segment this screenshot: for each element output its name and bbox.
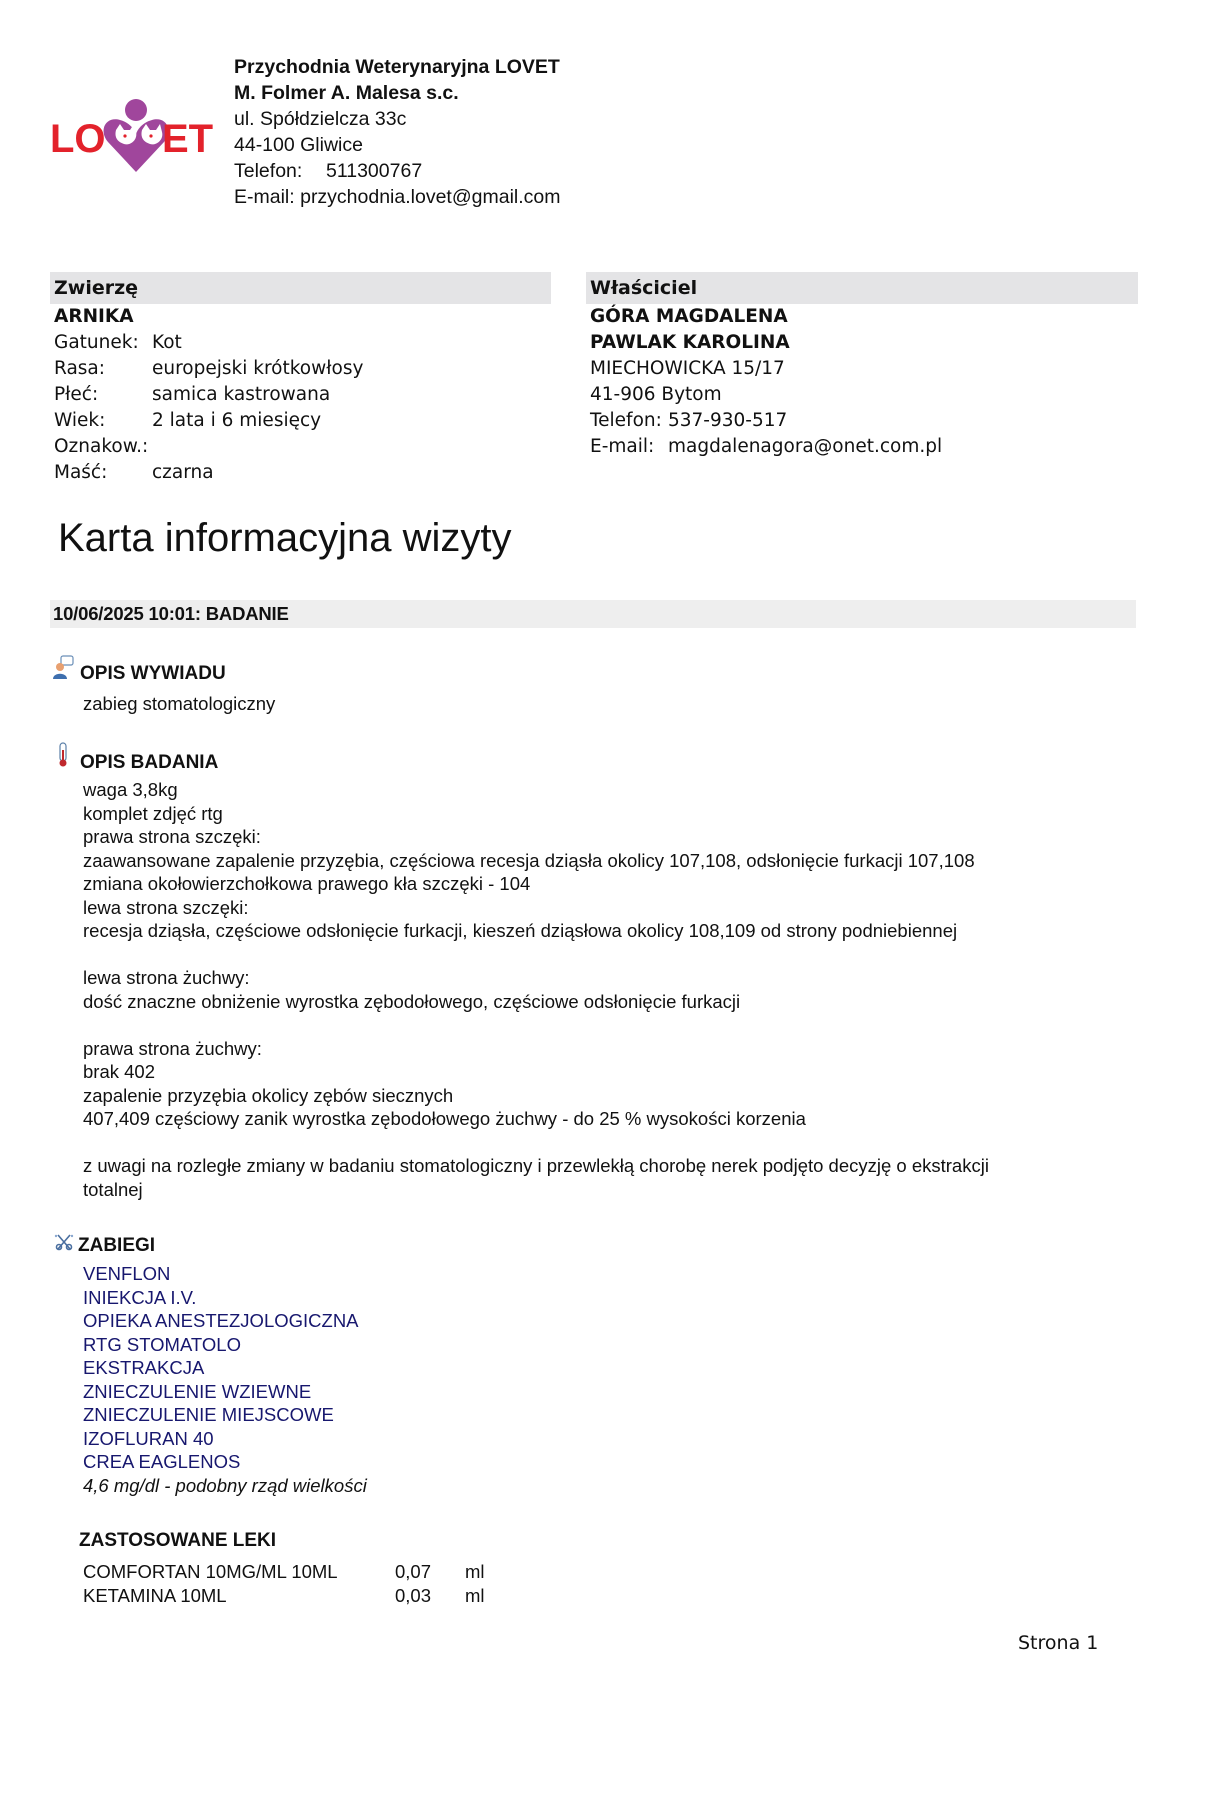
svg-text:ET: ET	[162, 117, 214, 161]
drug-quantity: 0,07	[395, 1561, 432, 1582]
owner-email-line	[590, 434, 942, 460]
svg-text:LO: LO	[50, 117, 106, 161]
procedure-item: RTG STOMATOLO	[83, 1333, 241, 1355]
drugs-title: ZASTOSOWANE LEKI	[79, 1530, 277, 1551]
exam-line: 407,409 częściowy zanik wyrostka zębodołowego żuchwy - do 25 % wysokości korzenia	[83, 1108, 806, 1129]
page-number: Strona 1	[1018, 1632, 1099, 1654]
owner-street: MIECHOWICKA 15/17	[590, 358, 785, 379]
field-label: Oznakow.:	[54, 436, 149, 457]
owner-section-title: Właściciel	[590, 277, 698, 299]
animal-field-color	[54, 460, 363, 486]
exam-line: recesja dziąsła, częściowe odsłonięcie furkacji, kieszeń dziąsłowa okolicy 108,109 od strony podniebiennej	[83, 920, 958, 941]
exam-line: prawa strona żuchwy:	[83, 1037, 262, 1059]
procedure-item: EKSTRAKCJA	[83, 1357, 205, 1378]
field-label: Gatunek:	[54, 332, 139, 353]
field-label: Płeć:	[54, 384, 99, 405]
animal-field-breed	[54, 356, 363, 382]
procedure-item: ZNIECZULENIE WZIEWNE	[83, 1380, 312, 1402]
exam-line: totalnej	[83, 1178, 143, 1200]
field-label: Wiek:	[54, 410, 106, 431]
exam-line	[83, 943, 989, 967]
drugs-table	[83, 1560, 485, 1607]
person-speech-icon	[52, 655, 74, 681]
exam-text	[83, 778, 989, 1201]
animal-details	[54, 304, 363, 486]
clinic-email[interactable]: przychodnia.lovet@gmail.com	[300, 186, 561, 208]
clinic-city: 44-100 Gliwice	[234, 134, 363, 156]
owner-city: 41-906 Bytom	[590, 384, 722, 405]
drug-quantity: 0,03	[395, 1584, 432, 1606]
exam-line: dość znaczne obniżenie wyrostka zębodołowego, częściowe odsłonięcie furkacji	[83, 990, 741, 1012]
owner-phone: 537-930-517	[668, 410, 788, 431]
animal-field-marking	[54, 434, 363, 460]
drug-name: COMFORTAN 10MG/ML 10ML	[83, 1561, 338, 1582]
owner-name: PAWLAK KAROLINA	[590, 332, 790, 353]
clinic-email-label: E-mail:	[234, 186, 295, 208]
owner-section-header	[586, 272, 1138, 304]
thermometer-icon	[57, 742, 69, 768]
field-value: czarna	[152, 462, 214, 483]
procedure-item: INIEKCJA I.V.	[83, 1286, 197, 1308]
exam-line: z uwagi na rozległe zmiany w badaniu stomatologiczny i przewlekłą chorobę nerek podjęto decyzję o ekstrakcji	[83, 1155, 989, 1176]
clinic-phone: 511300767	[326, 160, 423, 182]
exam-line	[83, 1013, 989, 1037]
procedure-item: VENFLON	[83, 1263, 171, 1284]
exam-line: prawa strona szczęki:	[83, 826, 261, 847]
procedure-item: OPIEKA ANESTEZJOLOGICZNA	[83, 1310, 359, 1331]
clinic-name: Przychodnia Weterynaryjna LOVET	[234, 56, 560, 78]
procedure-item: IZOFLURAN 40	[83, 1427, 214, 1449]
visit-datetime-type: 10/06/2025 10:01: BADANIE	[53, 603, 289, 624]
animal-name: ARNIKA	[54, 306, 134, 327]
exam-line: lewa strona szczęki:	[83, 896, 249, 918]
clinic-phone-label: Telefon:	[234, 160, 303, 182]
exam-title: OPIS BADANIA	[80, 752, 219, 773]
owner-name: GÓRA MAGDALENA	[590, 306, 788, 327]
drug-row	[83, 1560, 485, 1584]
procedure-note: 4,6 mg/dl - podobny rząd wielkości	[83, 1474, 367, 1496]
exam-line: zmiana okołowierzchołkowa prawego kła szczęki - 104	[83, 873, 531, 894]
lovet-logo-icon	[50, 96, 222, 174]
exam-line: zapalenie przyzębia okolicy zębów siecznych	[83, 1084, 454, 1106]
procedures-list	[83, 1262, 367, 1497]
interview-title: OPIS WYWIADU	[80, 663, 226, 684]
field-value: europejski krótkowłosy	[152, 358, 364, 379]
clinic-logo	[50, 96, 222, 174]
document-title: Karta informacyjna wizyty	[58, 516, 512, 560]
clinic-info	[234, 54, 561, 210]
clinic-email-line	[234, 184, 561, 210]
animal-field-age	[54, 408, 363, 434]
exam-line	[83, 1131, 989, 1155]
exam-line: komplet zdjęć rtg	[83, 802, 223, 824]
animal-field-species	[54, 330, 363, 356]
procedures-title: ZABIEGI	[78, 1235, 156, 1256]
interview-text: zabieg stomatologiczny	[83, 693, 276, 714]
field-value: samica kastrowana	[152, 384, 331, 405]
owner-phone-label: Telefon:	[590, 410, 662, 431]
field-value: Kot	[152, 332, 182, 353]
clinic-street: ul. Spółdzielcza 33c	[234, 108, 407, 130]
animal-section-header	[50, 272, 551, 304]
field-label: Maść:	[54, 462, 108, 483]
drug-unit: ml	[465, 1584, 485, 1606]
drug-name: KETAMINA 10ML	[83, 1584, 227, 1606]
owner-phone-line	[590, 408, 942, 434]
exam-line: zaawansowane zapalenie przyzębia, częściowa recesja dziąsła okolicy 107,108, odsłonięcie furkacji 107,108	[83, 849, 975, 871]
field-value: 2 lata i 6 miesięcy	[152, 410, 322, 431]
exam-line: waga 3,8kg	[83, 779, 178, 800]
procedure-item: ZNIECZULENIE MIEJSCOWE	[83, 1404, 334, 1425]
exam-line: lewa strona żuchwy:	[83, 967, 250, 988]
owner-email-label: E-mail:	[590, 436, 655, 457]
clinic-phone-line	[234, 158, 561, 184]
owner-details	[590, 304, 942, 460]
procedure-icon	[54, 1232, 74, 1252]
drug-unit: ml	[465, 1561, 485, 1582]
clinic-owners: M. Folmer A. Malesa s.c.	[234, 82, 459, 104]
procedure-item: CREA EAGLENOS	[83, 1451, 241, 1472]
field-label: Rasa:	[54, 358, 105, 379]
owner-email[interactable]: magdalenagora@onet.com.pl	[668, 436, 943, 457]
animal-section-title: Zwierzę	[54, 277, 139, 299]
drug-row	[83, 1584, 485, 1608]
visit-header-bar	[50, 600, 1136, 628]
exam-line: brak 402	[83, 1061, 155, 1082]
animal-field-sex	[54, 382, 363, 408]
